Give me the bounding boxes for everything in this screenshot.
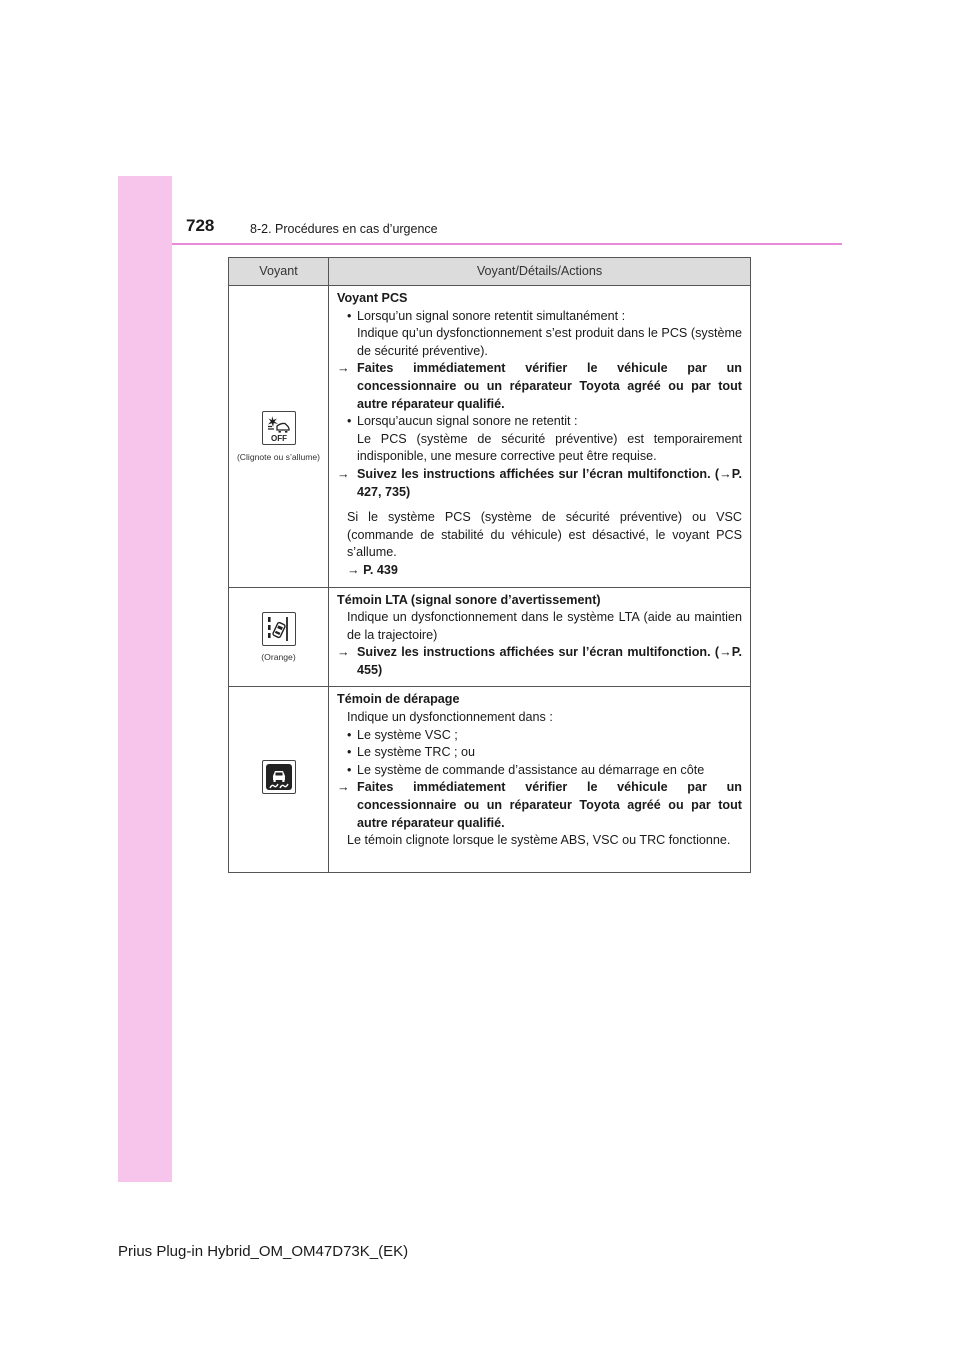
lta-lane-icon [262,612,296,646]
icon-caption: (Orange) [261,652,296,663]
page-number: 728 [186,216,215,235]
side-tab-band [118,176,172,1182]
details-cell [329,286,751,588]
condition-detail: Le PCS (système de sécurité préventive) est temporairement indisponible, une mesure corrective peut être requise. [357,431,742,464]
list-item: • Le système TRC ; ou [347,745,476,760]
icon-cell [229,286,329,588]
action-text: → Suivez les instructions affichées sur l’écran multifonction. (→P. 427, 735) [337,466,742,499]
row-title: Témoin de dérapage [337,692,460,707]
details-cell [329,587,751,687]
condition-detail: Indique un dysfonctionnement dans le système LTA (aide au maintien de la trajectoire) [347,610,742,642]
details-cell [329,687,751,873]
list-item: • Le système VSC ; [347,727,458,742]
table-row [229,587,751,687]
condition-detail: Indique un dysfonctionnement dans : [347,710,553,725]
column-header-details: Voyant/Détails/Actions [329,258,751,286]
pcs-off-warning-icon [262,411,296,445]
note-text: Le témoin clignote lorsque le système ABS, VSC ou TRC fonctionne. [347,833,731,848]
row-title: Témoin LTA (signal sonore d’avertissement) [337,592,601,607]
page-reference-link[interactable]: P. 455 [357,645,742,677]
condition-item: • Lorsqu’un signal sonore retentit simultanément : [347,308,626,323]
section-title: 8-2. Procédures en cas d’urgence [250,222,438,236]
svg-text:OFF: OFF [270,433,287,443]
note-reference: → P. 439 [347,562,398,577]
icon-cell [229,687,329,873]
table-row [229,687,751,873]
table-header-row [229,258,751,286]
page-reference-link[interactable]: P. 439 [363,562,398,577]
condition-detail: Indique qu’un dysfonctionnement s’est produit dans le PCS (système de sécurité préventive). [357,326,742,358]
document-footer: Prius Plug-in Hybrid_OM_OM47D73K_(EK) [118,1243,409,1260]
action-text: → Faites immédiatement vérifier le véhicule par un concessionnaire ou un réparateur Toyota agréé ou par tout autre réparateur qualifié. [337,780,742,830]
condition-item: • Lorsqu’aucun signal sonore ne retentit : [347,414,578,429]
action-text: → Faites immédiatement vérifier le véhicule par un concessionnaire ou un réparateur Toyota agréé ou par tout autre réparateur qualifié. [337,361,742,411]
warning-lights-table [228,257,751,873]
column-header-light: Voyant [229,258,329,286]
note-text: Si le système PCS (système de sécurité préventive) ou VSC (commande de stabilité du véhicule) est désactivé, le voyant PCS s’allume. [347,510,742,560]
header-rule [172,243,842,245]
list-item: • Le système de commande d’assistance au démarrage en côte [347,762,705,777]
icon-caption: (Clignote ou s’allume) [236,451,321,462]
icon-cell [229,587,329,687]
action-text: → Suivez les instructions affichées sur l’écran multifonction. (→P. 455) [337,645,742,677]
slip-indicator-icon [262,760,296,794]
row-title: Voyant PCS [337,291,408,305]
table-row [229,286,751,588]
page-reference-link[interactable]: P. 427, 735 [357,466,742,499]
